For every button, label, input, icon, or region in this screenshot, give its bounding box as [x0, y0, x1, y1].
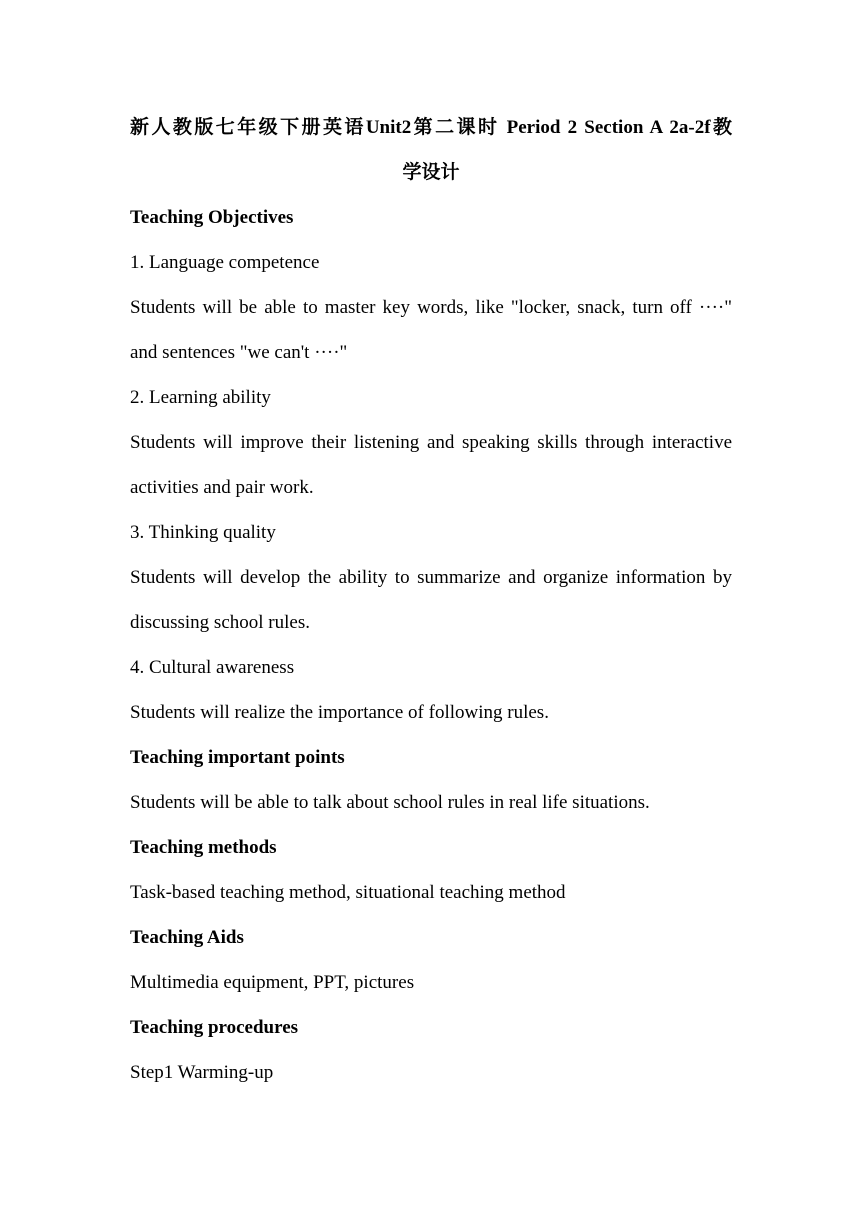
document-body: [130, 105, 732, 1095]
heading-teaching-important-points: Teaching important points: [130, 747, 345, 768]
step1-warming-up: Step1 Warming-up: [130, 1062, 274, 1083]
cultural-awareness-text: Students will realize the importance of following rules.: [130, 702, 549, 723]
heading-teaching-procedures: Teaching procedures: [130, 1017, 299, 1038]
title-line-1: 新人教版七年级下册英语Unit2第二课时 Period 2 Section A 2a-2f教: [130, 117, 732, 138]
objective-learning-ability: 2. Learning ability: [130, 387, 271, 408]
thinking-quality-text: Students will develop the ability to summarize and organize information by discussing school rules.: [130, 567, 732, 633]
objective-cultural-awareness: 4. Cultural awareness: [130, 657, 295, 678]
heading-teaching-objectives: Teaching Objectives: [130, 207, 294, 228]
teaching-methods-text: Task-based teaching method, situational teaching method: [130, 882, 566, 903]
language-competence-text: Students will be able to master key words, like "locker, snack, turn off ····" and sentences "we can't ····": [130, 297, 732, 363]
teaching-aids-text: Multimedia equipment, PPT, pictures: [130, 972, 415, 993]
heading-teaching-aids: Teaching Aids: [130, 927, 244, 948]
objective-thinking-quality: 3. Thinking quality: [130, 522, 276, 543]
learning-ability-text: Students will improve their listening and speaking skills through interactive activities and pair work.: [130, 432, 732, 498]
heading-teaching-methods: Teaching methods: [130, 837, 277, 858]
objective-language-competence: 1. Language competence: [130, 252, 320, 273]
important-points-text: Students will be able to talk about school rules in real life situations.: [130, 792, 650, 813]
document-title: [130, 105, 732, 195]
title-line-2: 学设计: [402, 162, 460, 183]
